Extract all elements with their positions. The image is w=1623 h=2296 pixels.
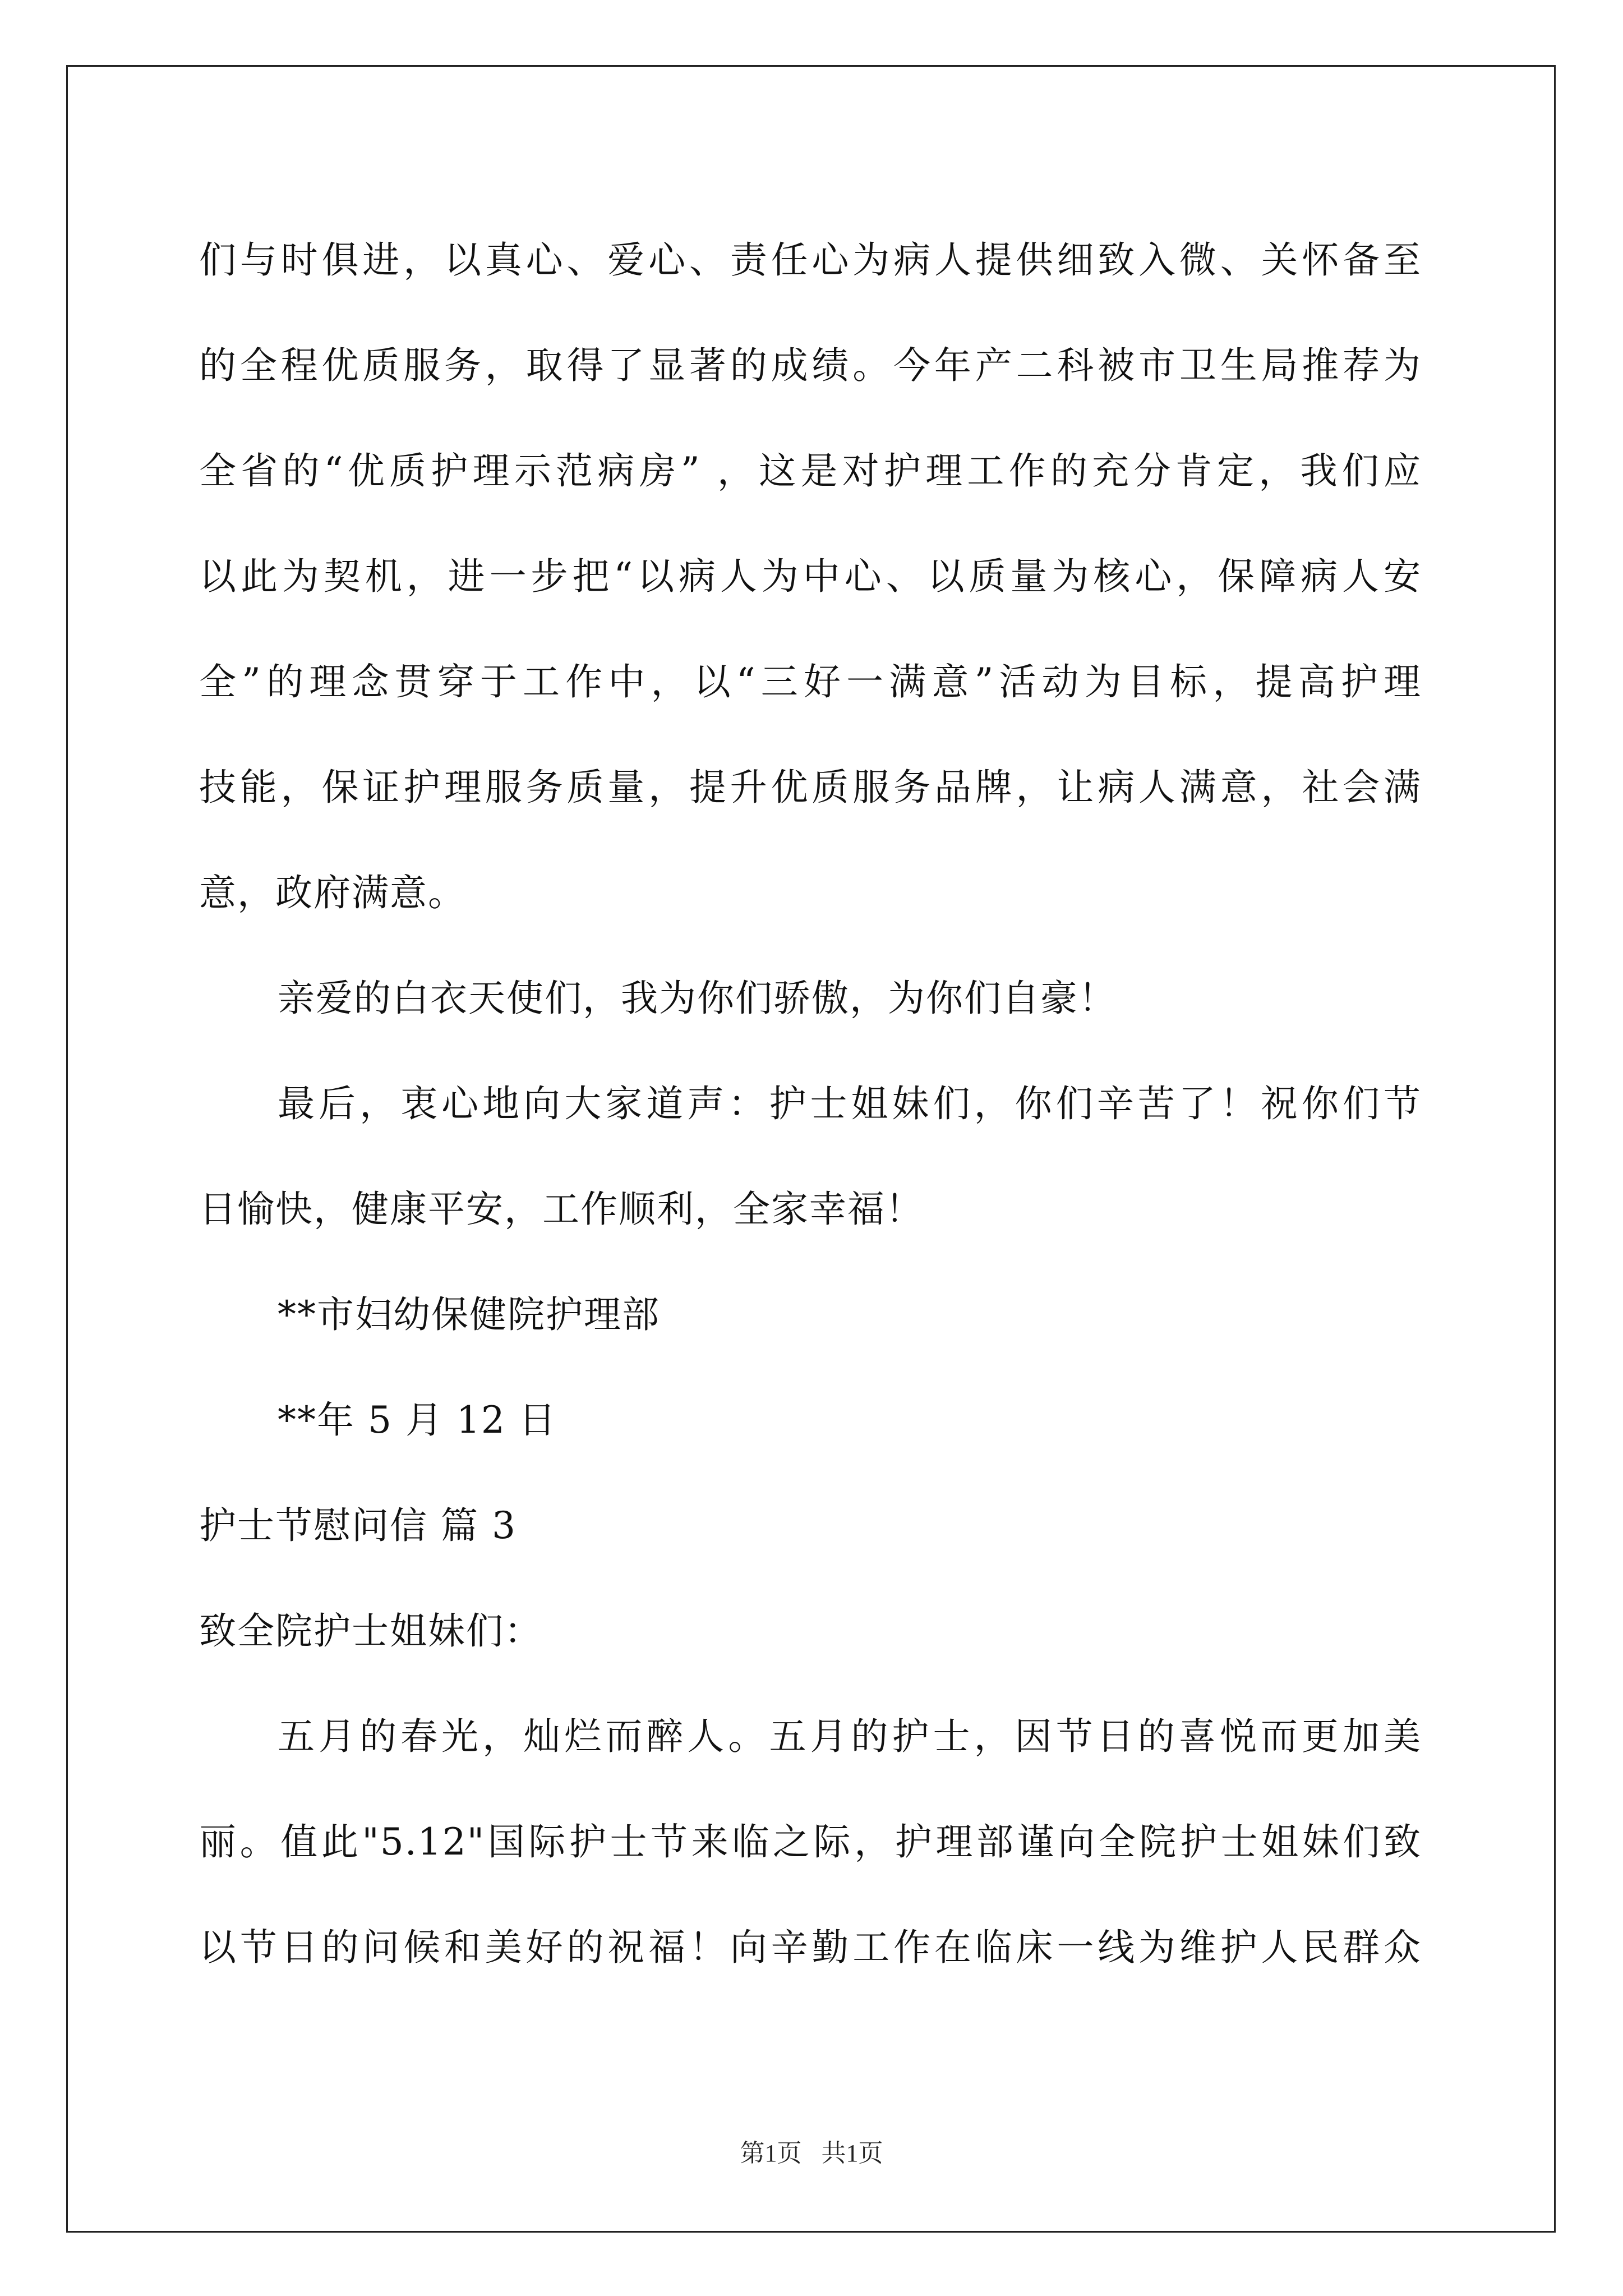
text-line: 全”的理念贯穿于工作中，以“三好一满意”活动为目标，提高护理 [199, 660, 1422, 703]
text-line: 技能，保证护理服务质量，提升优质服务品牌，让病人满意，社会满 [199, 766, 1422, 809]
text-line: 以此为契机，进一步把“以病人为中心、以质量为核心，保障病人安 [199, 555, 1422, 598]
signature-line: **市妇幼保健院护理部 [278, 1293, 660, 1336]
text-line: 日愉快，健康平安，工作顺利，全家幸福！ [199, 1188, 924, 1231]
text-line: 的全程优质服务，取得了显著的成绩。今年产二科被市卫生局推荐为 [199, 344, 1422, 387]
document-body [199, 208, 1422, 2000]
date-line: **年 5 月 12 日 [278, 1398, 557, 1442]
text-line: 全省的“优质护理示范病房” ，这是对护理工作的充分肯定，我们应 [199, 449, 1422, 493]
text-line: 丽。值此"5.12"国际护士节来临之际，护理部谨向全院护士姐妹们致 [199, 1820, 1422, 1864]
paragraph-line: 亲爱的白衣天使们，我为你们骄傲，为你们自豪！ [278, 977, 1117, 1020]
section-title: 护士节慰问信 篇 3 [199, 1504, 517, 1547]
paragraph-line: 最后，衷心地向大家道声：护士姐妹们，你们辛苦了！祝你们节 [278, 1082, 1422, 1125]
page-footer: 第1页 共1页 [740, 2139, 883, 2167]
text-line: 意，政府满意。 [199, 871, 466, 914]
text-line: 以节日的问候和美好的祝福！向辛勤工作在临床一线为维护人民群众 [199, 1926, 1422, 1969]
text-line: 们与时俱进，以真心、爱心、责任心为病人提供细致入微、关怀备至 [199, 238, 1422, 282]
paragraph-line: 五月的春光，灿烂而醉人。五月的护士，因节日的喜悦而更加美 [278, 1715, 1422, 1758]
salutation: 致全院护士姐妹们： [199, 1609, 542, 1653]
